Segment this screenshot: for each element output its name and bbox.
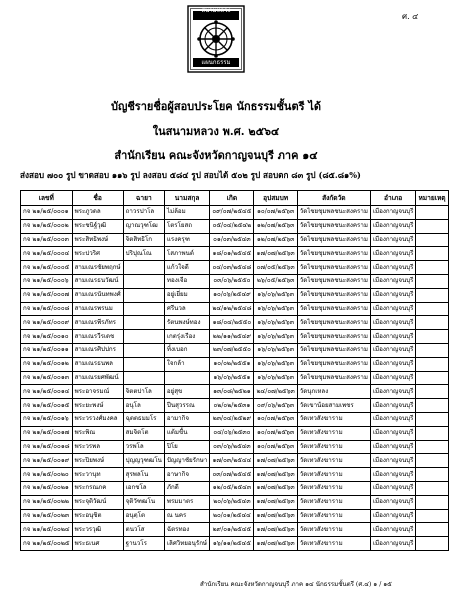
cell-born: ๑๓/๐๘/๒๕๒๑ — [210, 385, 254, 399]
cell-chaya: ญาณวุฑโฒ — [123, 219, 164, 233]
cell-ordained: ๑๗/๐๗/๒๕๖๓ — [254, 468, 297, 482]
cell-no: กจ ๒๑/๒๕/๐๐๐๘ — [21, 302, 73, 316]
table-row — [21, 481, 449, 495]
cell-wat: วัดเทวสังฆาราม — [297, 537, 370, 551]
cell-note — [416, 537, 448, 551]
cell-note — [416, 206, 448, 220]
column-header: อำเภอ — [370, 191, 416, 206]
page-number: ศ. ๔ — [402, 12, 419, 21]
cell-wat: วัดเทวสังฆาราม — [297, 523, 370, 537]
cell-born: ๒๐/๐๖/๒๕๔๓ — [210, 495, 254, 509]
cell-ordained: ๑๗/๐๗/๒๕๖๓ — [254, 523, 297, 537]
cell-note — [416, 343, 448, 357]
table-row — [21, 274, 449, 288]
cell-chaya: อนุตฺโต — [123, 509, 164, 523]
cell-amphoe: เมืองกาญจนบุรี — [370, 233, 416, 247]
cell-surname — [164, 371, 209, 385]
cell-no: กจ ๒๑/๒๕/๐๐๐๕ — [21, 261, 73, 275]
cell-surname: ศรีนวล — [164, 302, 209, 316]
cell-note — [416, 233, 448, 247]
cell-surname: โสภาพนต์ — [164, 247, 209, 261]
cell-ordained: ๑๒/๐๗/๒๕๖๓ — [254, 233, 297, 247]
cell-born: ๐๒/๐๒/๒๕๓๑ — [210, 399, 254, 413]
seal-text-bottom: แผนกธรรม — [201, 59, 231, 66]
cell-surname: ทิ้งเบอก — [164, 343, 209, 357]
cell-wat: วัดไชยชุมพลชนะสงคราม — [297, 316, 370, 330]
cell-surname: รัตนพงษ์ทอง — [164, 316, 209, 330]
cell-wat: วัดเทวสังฆาราม — [297, 412, 370, 426]
cell-no: กจ ๒๑/๒๕/๐๐๑๐ — [21, 330, 73, 344]
cell-amphoe: เมืองกาญจนบุรี — [370, 343, 416, 357]
cell-name: พระยะพงษ์ — [72, 399, 123, 413]
cell-surname: ใจกล้า — [164, 357, 209, 371]
table-row — [21, 206, 449, 220]
cell-chaya: วรพโล — [123, 440, 164, 454]
cell-note — [416, 385, 448, 399]
cell-ordained: ๑๗/๐๗/๒๕๖๓ — [254, 495, 297, 509]
cell-born: ๑๐/๐๒/๒๕๕๑ — [210, 357, 254, 371]
cell-surname: ไม่ล้อม — [164, 206, 209, 220]
cell-born: ๑๘/๐๑/๒๕๔๕ — [210, 247, 254, 261]
cell-wat: วัดเทวสังฆาราม — [297, 495, 370, 509]
cell-amphoe: เมืองกาญจนบุรี — [370, 261, 416, 275]
cell-surname: ทองเจือ — [164, 274, 209, 288]
exam-office: สำนักเรียน คณะจังหวัดกาญจนบุรี ภาค ๑๔ — [114, 149, 318, 162]
cell-born: ๐๓/๐๗/๒๕๔๕ — [210, 468, 254, 482]
cell-ordained: ๑๒/๐๗/๒๕๖๓ — [254, 219, 297, 233]
cell-surname: ฉัตรทอง — [164, 523, 209, 537]
cell-born: ๐๓/๐๖/๒๕๔๓ — [210, 440, 254, 454]
cell-born: ๒๒/๑๑/๒๕๔๙ — [210, 330, 254, 344]
cell-amphoe: เมืองกาญจนบุรี — [370, 357, 416, 371]
cell-no: กจ ๒๑/๒๕/๐๐๐๔ — [21, 247, 73, 261]
cell-ordained: ๐๗/๐๕/๒๕๖๓ — [254, 261, 297, 275]
cell-no: กจ ๒๑/๒๕/๐๐๒๒ — [21, 495, 73, 509]
table-row — [21, 233, 449, 247]
cell-chaya: ฐานวโร — [123, 537, 164, 551]
page-footer: สำนักเรียน คณะจังหวัดกาญจนบุรี ภาค ๑๔ นักธรรมชั้นตรี (ศ.๔) ๑ / ๑๕ — [200, 581, 392, 588]
cell-ordained: ๒๔/๐๗/๒๕๖๓ — [254, 385, 297, 399]
cell-surname: ปืนสุวรรณ — [164, 399, 209, 413]
cell-chaya — [123, 357, 164, 371]
table-row — [21, 343, 449, 357]
cell-name: สามเณรชัยพฤกษ์ — [72, 261, 123, 275]
cell-born: ๑๖/๑๑/๒๕๔๕ — [210, 537, 254, 551]
cell-ordained: ๑๖/๐๖/๒๕๖๓ — [254, 330, 297, 344]
cell-ordained: ๑๖/๐๖/๒๕๖๓ — [254, 343, 297, 357]
cell-chaya — [123, 274, 164, 288]
cell-no: กจ ๒๑/๒๕/๐๐๐๙ — [21, 316, 73, 330]
cell-ordained: ๑๗/๐๗/๒๕๖๓ — [254, 537, 297, 551]
cell-name: สามเณรพรนม — [72, 302, 123, 316]
cell-amphoe: เมืองกาญจนบุรี — [370, 509, 416, 523]
cell-amphoe: เมืองกาญจนบุรี — [370, 330, 416, 344]
cell-no: กจ ๒๑/๒๕/๐๐๑๕ — [21, 399, 73, 413]
table-row — [21, 385, 449, 399]
cell-name: สามเณรธนวัฒน์ — [72, 274, 123, 288]
cell-no: กจ ๒๑/๒๕/๐๐๑๙ — [21, 454, 73, 468]
cell-name: พระธเนศ — [72, 537, 123, 551]
cell-surname: ปิโย — [164, 440, 209, 454]
cell-ordained: ๑๗/๐๗/๒๕๖๓ — [254, 509, 297, 523]
cell-born: ๑๐/๐๖/๒๕๔๙ — [210, 288, 254, 302]
cell-note — [416, 481, 448, 495]
cell-surname: เลิศวิทยอนุรักษ์ — [164, 537, 209, 551]
table-row — [21, 426, 449, 440]
cell-wat: วัดเขาน้อยสามเพชร — [297, 399, 370, 413]
cell-note — [416, 261, 448, 275]
cell-note — [416, 426, 448, 440]
cell-wat: วัดไชยชุมพลชนะสงคราม — [297, 219, 370, 233]
cell-wat: วัดไชยชุมพลชนะสงคราม — [297, 288, 370, 302]
cell-born: ๒๓/๐๗/๒๕๕๐ — [210, 343, 254, 357]
cell-surname: ภักดี — [164, 481, 209, 495]
cell-chaya: อนุโล — [123, 399, 164, 413]
cell-surname: อามากิจ — [164, 412, 209, 426]
cell-name: พระอนุชิต — [72, 509, 123, 523]
cell-ordained: ๑๖/๐๖/๒๕๖๓ — [254, 371, 297, 385]
cell-name: พระจุติวัฒน์ — [72, 495, 123, 509]
cell-ordained: ๑๖/๐๖/๒๕๖๓ — [254, 316, 297, 330]
cell-surname: พรมมาตร — [164, 495, 209, 509]
column-header: เลขที่ — [21, 191, 73, 206]
cell-name: พระกรณภค — [72, 481, 123, 495]
cell-name: พระชนิฐ์วุฒิ — [72, 219, 123, 233]
cell-no: กจ ๒๑/๒๕/๐๐๐๓ — [21, 233, 73, 247]
table-row — [21, 371, 449, 385]
cell-chaya — [123, 261, 164, 275]
document-title: บัญชีรายชื่อผู้สอบประโยค นักธรรมชั้นตรี ได้ — [110, 100, 321, 113]
cell-ordained: ๐๙/๐๖/๒๕๖๓ — [254, 399, 297, 413]
table-row — [21, 247, 449, 261]
cell-name: สามเณรนันทพงศ์ — [72, 288, 123, 302]
cell-born: ๒๔/๑๒/๒๕๔๘ — [210, 302, 254, 316]
cell-name: พระอาจรมณ์ — [72, 385, 123, 399]
cell-note — [416, 523, 448, 537]
cell-surname: อยู่เยี่ยม — [164, 288, 209, 302]
cell-born: ๐๔/๐๖/๒๕๓๐ — [210, 426, 254, 440]
table-row — [21, 523, 449, 537]
cell-name: พระปวริศ — [72, 247, 123, 261]
cell-wat: วัดไชยชุมพลชนะสงคราม — [297, 233, 370, 247]
cell-note — [416, 247, 448, 261]
cell-no: กจ ๒๑/๒๕/๐๐๑๒ — [21, 357, 73, 371]
cell-chaya — [123, 343, 164, 357]
cell-wat: วัดไชยชุมพลชนะสงคราม — [297, 206, 370, 220]
cell-born: ๐๔/๐๓/๒๕๔๘ — [210, 261, 254, 275]
cell-note — [416, 357, 448, 371]
cell-note — [416, 399, 448, 413]
table-row — [21, 509, 449, 523]
cell-surname: แก้วใจดี — [164, 261, 209, 275]
table-row — [21, 440, 449, 454]
results-table — [20, 190, 449, 551]
cell-amphoe: เมืองกาญจนบุรี — [370, 385, 416, 399]
cell-amphoe: เมืองกาญจนบุรี — [370, 288, 416, 302]
cell-ordained: ๑๗/๐๗/๒๕๖๓ — [254, 247, 297, 261]
seal-text-top: สนามหลวง — [201, 7, 231, 14]
cell-chaya: จุติวัฑฒโน — [123, 495, 164, 509]
cell-no: กจ ๒๑/๒๕/๐๐๑๓ — [21, 371, 73, 385]
cell-note — [416, 219, 448, 233]
exam-statistics: ส่งสอบ ๗๐๐ รูป ขาดสอบ ๑๑๖ รูป ลงสอบ ๕๘๔ รูป สอบได้ ๕๐๒ รูป สอบตก ๘๓ รูป (๘๕.๘๑%) — [20, 170, 361, 180]
cell-born: ๐๙/๐๗/๒๕๔๕ — [210, 206, 254, 220]
table-row — [21, 412, 449, 426]
table-row — [21, 399, 449, 413]
cell-note — [416, 302, 448, 316]
cell-no: กจ ๒๑/๒๕/๐๐๐๗ — [21, 288, 73, 302]
cell-wat: วัดเทวสังฆาราม — [297, 440, 370, 454]
cell-wat: วัดไชยชุมพลชนะสงคราม — [297, 357, 370, 371]
cell-ordained: ๑๗/๐๗/๒๕๖๓ — [254, 454, 297, 468]
column-header: นามสกุล — [164, 191, 209, 206]
cell-surname: ปัญญาชัยรักษา — [164, 454, 209, 468]
cell-amphoe: เมืองกาญจนบุรี — [370, 219, 416, 233]
cell-wat: วัดเทวสังฆาราม — [297, 481, 370, 495]
cell-no: กจ ๒๑/๒๕/๐๐๒๔ — [21, 523, 73, 537]
cell-amphoe: เมืองกาญจนบุรี — [370, 481, 416, 495]
table-row — [21, 468, 449, 482]
cell-note — [416, 412, 448, 426]
cell-born: ๑๒/๐๕/๒๕๔๓ — [210, 481, 254, 495]
cell-chaya: จิตตปาโล — [123, 385, 164, 399]
cell-no: กจ ๒๑/๒๕/๐๐๑๗ — [21, 426, 73, 440]
cell-name: พระวรวุฒิ — [72, 523, 123, 537]
cell-ordained: ๑๖/๐๖/๒๕๖๓ — [254, 357, 297, 371]
cell-ordained: ๑๐/๐๗/๒๕๖๓ — [254, 412, 297, 426]
cell-name: พระพิณ — [72, 426, 123, 440]
cell-surname: โตรโยสถ — [164, 219, 209, 233]
cell-chaya: ถาวรปาโล — [123, 206, 164, 220]
cell-no: กจ ๒๑/๒๕/๐๐๒๓ — [21, 509, 73, 523]
cell-chaya: ฉุตตธมมโร — [123, 412, 164, 426]
cell-wat: วัดเทวสังฆาราม — [297, 509, 370, 523]
cell-born: ๐๓/๐๖/๒๕๕๐ — [210, 274, 254, 288]
table-row — [21, 495, 449, 509]
cell-note — [416, 495, 448, 509]
cell-note — [416, 274, 448, 288]
cell-no: กจ ๒๑/๒๕/๐๐๒๐ — [21, 468, 73, 482]
cell-note — [416, 454, 448, 468]
cell-chaya: ปริปุณโณ — [123, 247, 164, 261]
cell-chaya — [123, 371, 164, 385]
cell-note — [416, 440, 448, 454]
cell-wat: วัดไชยชุมพลชนะสงคราม — [297, 247, 370, 261]
cell-note — [416, 371, 448, 385]
cell-name: พระวรพล — [72, 440, 123, 454]
cell-chaya: สมจิตโต — [123, 426, 164, 440]
cell-born: ๑๗/๐๓/๒๕๔๔ — [210, 454, 254, 468]
cell-no: กจ ๒๑/๒๕/๐๐๐๖ — [21, 274, 73, 288]
cell-wat: วัดไชยชุมพลชนะสงคราม — [297, 330, 370, 344]
column-header: ฉายา — [123, 191, 164, 206]
cell-amphoe: เมืองกาญจนบุรี — [370, 468, 416, 482]
table-row — [21, 288, 449, 302]
cell-note — [416, 468, 448, 482]
cell-wat: วัดไชยชุมพลชนะสงคราม — [297, 274, 370, 288]
cell-note — [416, 330, 448, 344]
cell-name: สามเณรวีรเดช — [72, 330, 123, 344]
cell-surname: ณ นคร — [164, 509, 209, 523]
cell-ordained: ๑๖/๐๖/๒๕๖๓ — [254, 288, 297, 302]
cell-amphoe: เมืองกาญจนบุรี — [370, 495, 416, 509]
cell-chaya: ตนวโส — [123, 523, 164, 537]
cell-chaya: สุรพลโน — [123, 468, 164, 482]
cell-wat: วัดไชยชุมพลชนะสงคราม — [297, 371, 370, 385]
table-body — [21, 206, 449, 551]
cell-amphoe: เมืองกาญจนบุรี — [370, 371, 416, 385]
cell-name: พระภูวดล — [72, 206, 123, 220]
column-header: สังกัดวัด — [297, 191, 370, 206]
table-row — [21, 357, 449, 371]
column-header: ชื่อ — [72, 191, 123, 206]
cell-born: ๐๑/๐๓/๒๕๔๓ — [210, 233, 254, 247]
column-header: หมายเหตุ — [416, 191, 448, 206]
cell-amphoe: เมืองกาญจนบุรี — [370, 316, 416, 330]
table-row — [21, 219, 449, 233]
cell-chaya — [123, 330, 164, 344]
cell-amphoe: เมืองกาญจนบุรี — [370, 523, 416, 537]
cell-wat: วัดไชยชุมพลชนะสงคราม — [297, 302, 370, 316]
cell-name: พระวานุท — [72, 468, 123, 482]
cell-wat: วัดเทวสังฆาราม — [297, 426, 370, 440]
cell-born: ๐๕/๐๔/๒๕๔๒ — [210, 219, 254, 233]
cell-chaya — [123, 302, 164, 316]
cell-born: ๑๖/๐๖/๒๕๕๑ — [210, 371, 254, 385]
cell-wat: วัดเทวสังฆาราม — [297, 468, 370, 482]
cell-born: ๒๙/๐๑/๒๕๔๕ — [210, 523, 254, 537]
cell-wat: วัดนุกเหลง — [297, 385, 370, 399]
document-subtitle: ในสนามหลวง พ.ศ. ๒๕๖๔ — [152, 125, 280, 138]
cell-surname: อาษากิจ — [164, 468, 209, 482]
cell-no: กจ ๒๑/๒๕/๐๐๐๒ — [21, 219, 73, 233]
cell-surname: เกตรุ่งเรือง — [164, 330, 209, 344]
cell-amphoe: เมืองกาญจนบุรี — [370, 426, 416, 440]
cell-amphoe: เมืองกาญจนบุรี — [370, 399, 416, 413]
cell-surname: อยู่สุข — [164, 385, 209, 399]
cell-name: พระปิยพงษ์ — [72, 454, 123, 468]
cell-name: พระวรวงศ์มงคล — [72, 412, 123, 426]
cell-amphoe: เมืองกาญจนบุรี — [370, 440, 416, 454]
cell-amphoe: เมืองกาญจนบุรี — [370, 302, 416, 316]
cell-no: กจ ๒๑/๒๕/๐๐๒๑ — [21, 481, 73, 495]
cell-ordained: ๑๗/๐๗/๒๕๖๓ — [254, 481, 297, 495]
cell-no: กจ ๒๑/๒๕/๐๐๑๘ — [21, 440, 73, 454]
cell-note — [416, 509, 448, 523]
cell-note — [416, 288, 448, 302]
cell-surname: แรงครุฑ — [164, 233, 209, 247]
cell-ordained: ๒๖/๐๕/๒๕๖๓ — [254, 274, 297, 288]
cell-chaya: เอกชโล — [123, 481, 164, 495]
cell-no: กจ ๒๑/๒๕/๐๐๒๕ — [21, 537, 73, 551]
cell-name: สามเณรศิปปกร — [72, 343, 123, 357]
cell-amphoe: เมืองกาญจนบุรี — [370, 247, 416, 261]
cell-born: ๑๘/๐๔/๒๕๕๐ — [210, 316, 254, 330]
cell-no: กจ ๒๑/๒๕/๐๐๐๑ — [21, 206, 73, 220]
cell-no: กจ ๒๑/๒๕/๐๐๑๑ — [21, 343, 73, 357]
cell-note — [416, 316, 448, 330]
column-header: เกิด — [210, 191, 254, 206]
cell-wat: วัดไชยชุมพลชนะสงคราม — [297, 343, 370, 357]
cell-name: สามเณรธนพล — [72, 357, 123, 371]
column-header: อุปสมบท — [254, 191, 297, 206]
cell-name: พระสิทธิพงษ์ — [72, 233, 123, 247]
cell-born: ๒๓/๐๔/๒๕๒๙ — [210, 412, 254, 426]
table-row — [21, 454, 449, 468]
cell-wat: วัดเทวสังฆาราม — [297, 454, 370, 468]
cell-no: กจ ๒๑/๒๕/๐๐๑๔ — [21, 385, 73, 399]
cell-amphoe: เมืองกาญจนบุรี — [370, 412, 416, 426]
table-row — [21, 330, 449, 344]
cell-chaya — [123, 288, 164, 302]
table-row — [21, 316, 449, 330]
cell-amphoe: เมืองกาญจนบุรี — [370, 206, 416, 220]
cell-surname: แต้มขื้น — [164, 426, 209, 440]
cell-wat: วัดไชยชุมพลชนะสงคราม — [297, 261, 370, 275]
cell-ordained: ๑๐/๐๗/๒๕๖๓ — [254, 206, 297, 220]
cell-born: ๒๐/๐๑/๒๕๔๔ — [210, 509, 254, 523]
table-row — [21, 537, 449, 551]
cell-amphoe: เมืองกาญจนบุรี — [370, 537, 416, 551]
cell-name: สามเณรพีรภัทร — [72, 316, 123, 330]
table-header-row — [21, 191, 449, 206]
cell-amphoe: เมืองกาญจนบุรี — [370, 454, 416, 468]
cell-ordained: ๑๖/๐๖/๒๕๖๓ — [254, 302, 297, 316]
cell-name: สามเณรยศพัฒน์ — [72, 371, 123, 385]
cell-chaya: จิตสิทธิโก — [123, 233, 164, 247]
cell-ordained: ๑๐/๐๗/๒๕๖๓ — [254, 426, 297, 440]
cell-chaya: ปุญญวุฑฒโน — [123, 454, 164, 468]
table-row — [21, 261, 449, 275]
table-row — [21, 302, 449, 316]
cell-chaya — [123, 316, 164, 330]
cell-amphoe: เมืองกาญจนบุรี — [370, 274, 416, 288]
cell-no: กจ ๒๑/๒๕/๐๐๑๖ — [21, 412, 73, 426]
cell-ordained: ๑๐/๐๗/๒๕๖๓ — [254, 440, 297, 454]
